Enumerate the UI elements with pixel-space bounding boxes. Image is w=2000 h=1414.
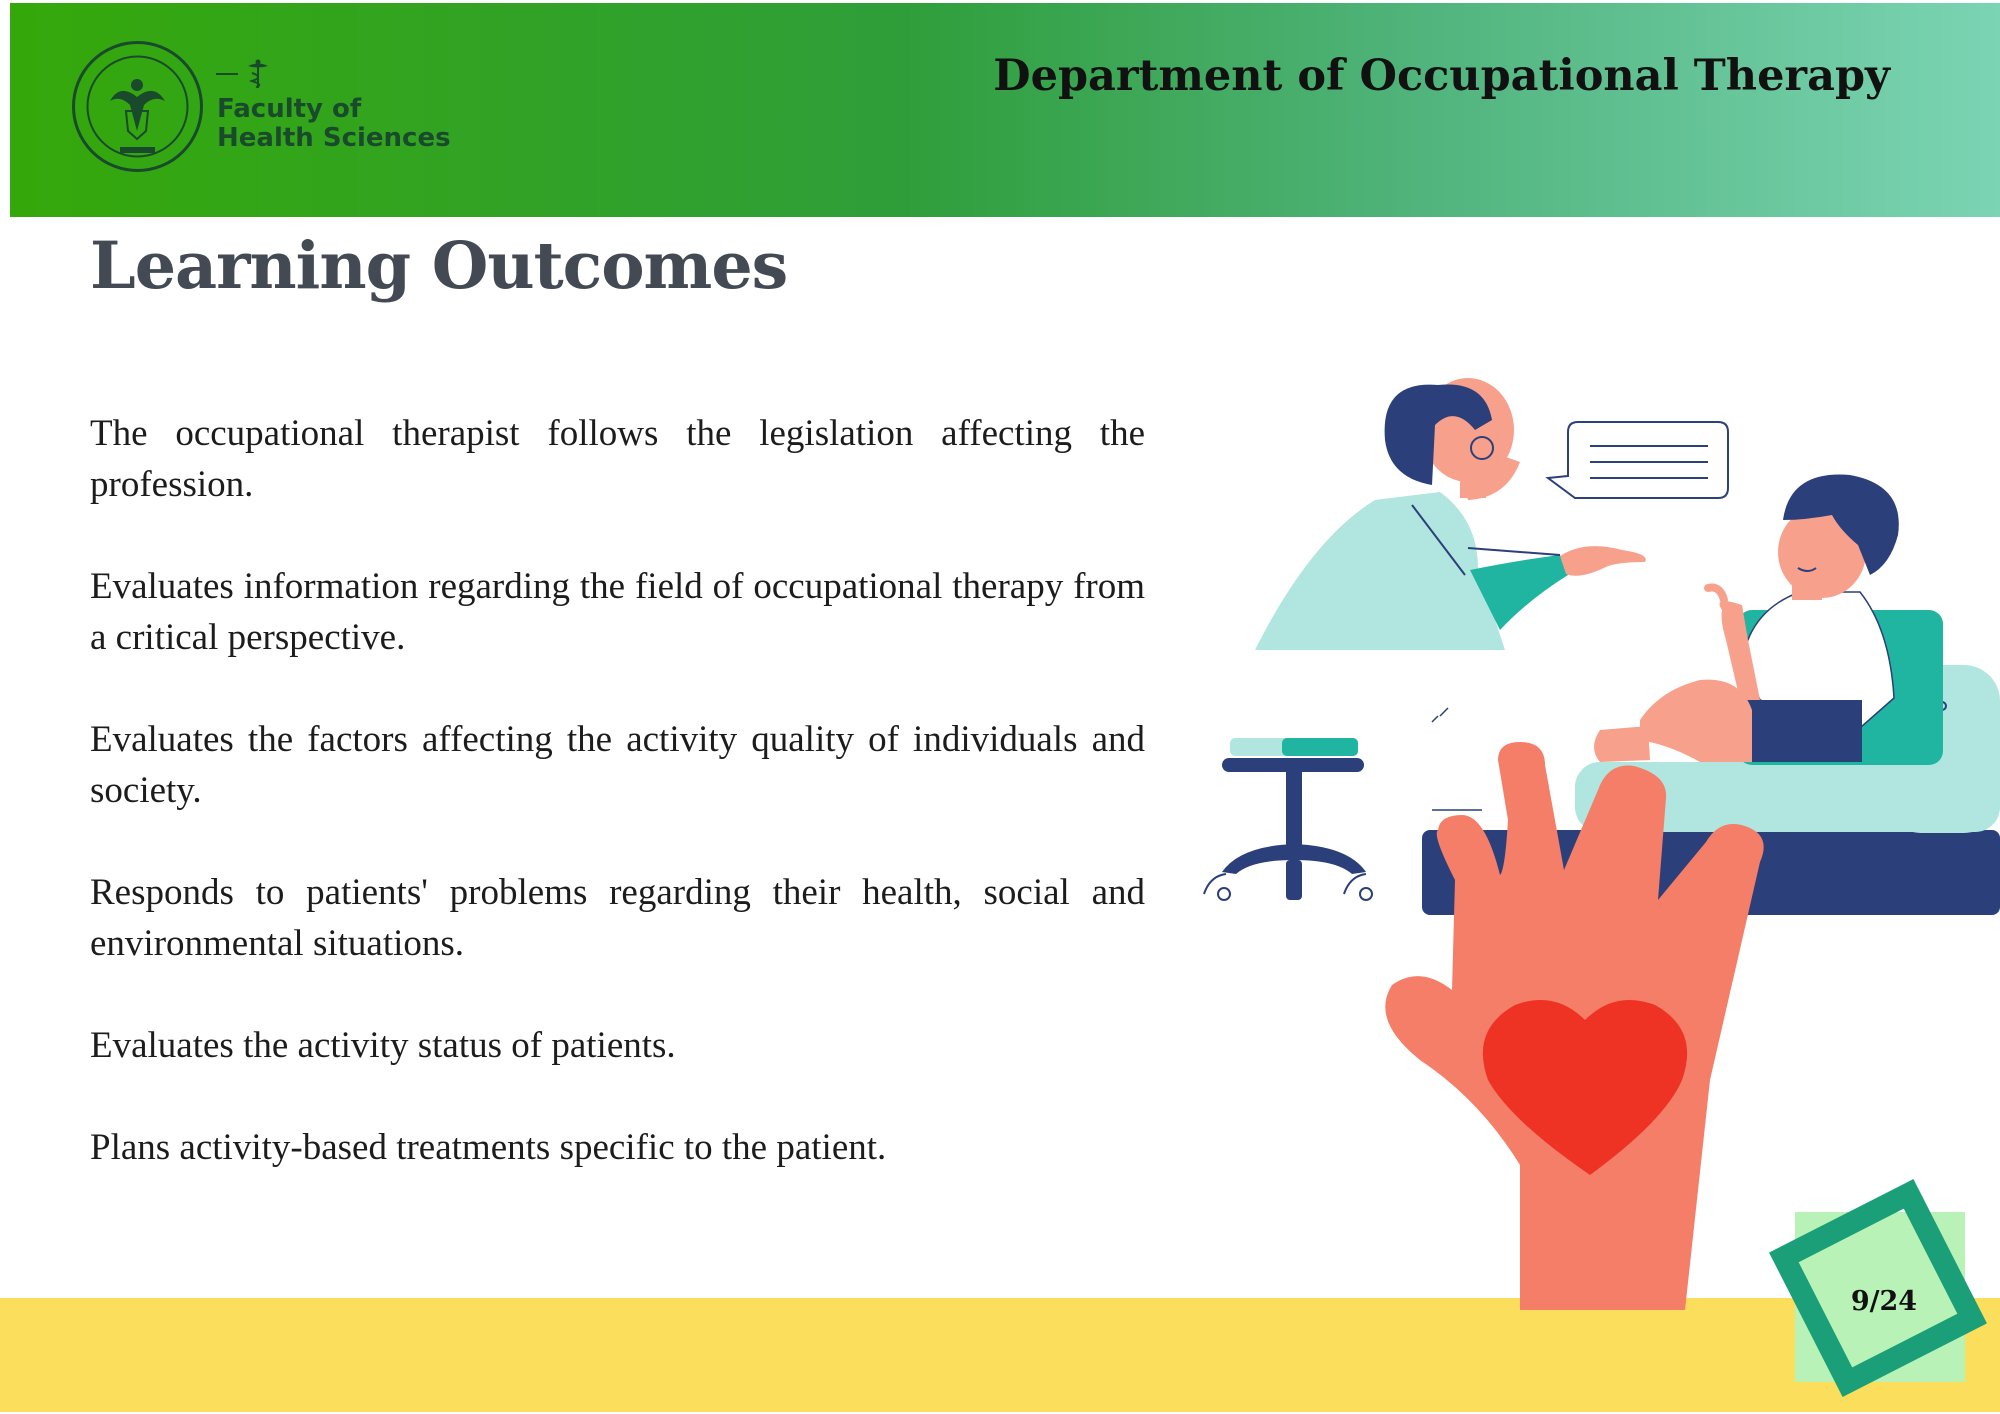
department-title: Department of Occupational Therapy bbox=[993, 51, 1890, 101]
university-seal-icon bbox=[70, 39, 205, 174]
header-banner bbox=[10, 3, 2000, 217]
therapist-child-illustration bbox=[1195, 375, 2000, 1315]
caduceus-icon bbox=[216, 59, 276, 89]
outcome-item: Plans activity-based treatments specific to the patient. bbox=[90, 1127, 887, 1168]
slide-title: Learning Outcomes bbox=[90, 228, 788, 304]
outcome-item: Evaluates the factors affecting the activity quality of individuals and society. bbox=[90, 719, 1145, 811]
faculty-name-line2: Health Sciences bbox=[217, 123, 451, 153]
stool-illustration bbox=[1204, 738, 1372, 900]
footer-band bbox=[0, 1298, 2000, 1412]
outcome-item: Evaluates the activity status of patients. bbox=[90, 1025, 676, 1066]
outcome-item: The occupational therapist follows the legislation affecting the profession. bbox=[90, 413, 1145, 505]
speech-bubble-icon bbox=[1548, 422, 1728, 498]
faculty-name-line1: Faculty of bbox=[217, 94, 362, 124]
faculty-name bbox=[217, 95, 451, 153]
outcome-item: Evaluates information regarding the field of occupational therapy from a critical perspective. bbox=[90, 566, 1145, 658]
outcome-item: Responds to patients' problems regarding their health, social and environmental situations. bbox=[90, 872, 1145, 964]
page-number: 9/24 bbox=[1850, 1286, 1918, 1317]
learning-outcomes-list bbox=[90, 408, 1145, 1224]
therapist-illustration bbox=[1255, 378, 1646, 650]
